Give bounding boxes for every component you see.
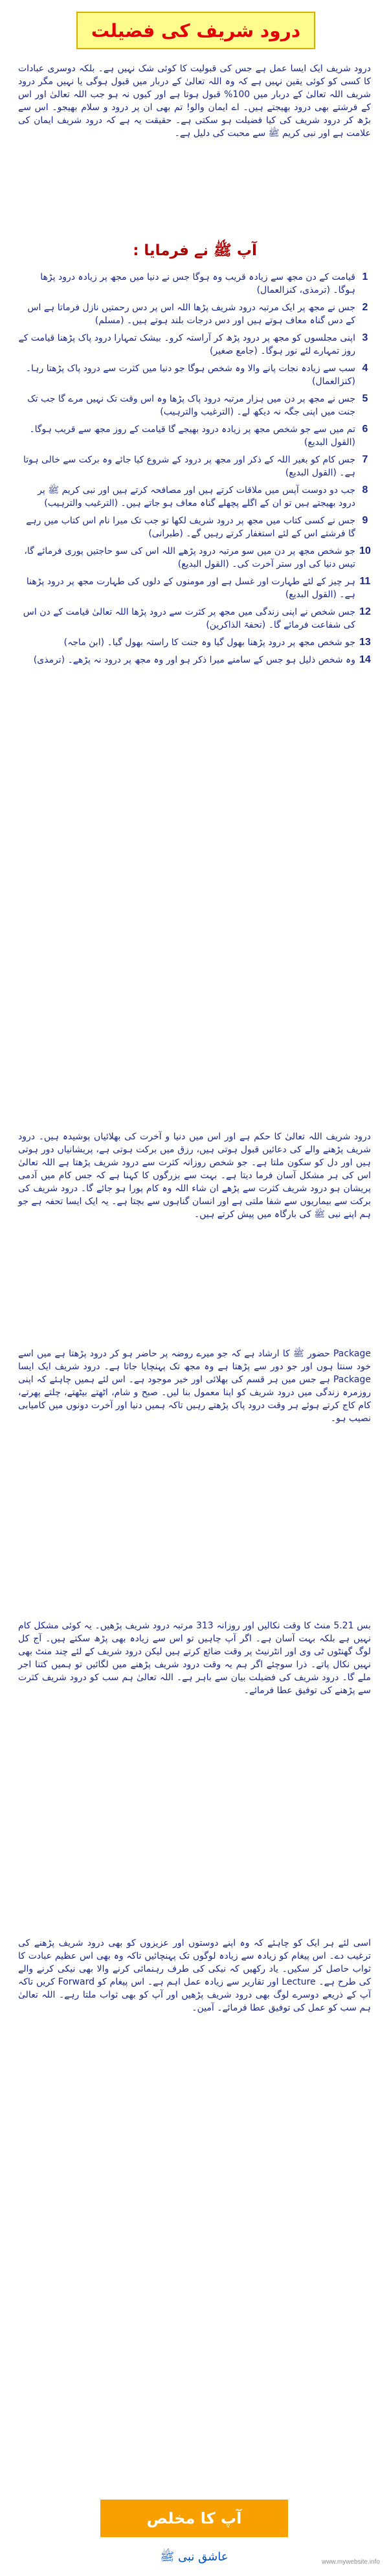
list-text: جو شخص مجھ پر درود پڑھنا بھول گیا وہ جنت کا راستہ بھول گیا۔ (ابن ماجہ) — [63, 637, 355, 648]
list-text: جس شخص نے اپنی زندگی میں مجھ پر کثرت سے درود پڑھا اللہ تعالیٰ قیامت کے دن اس کی شفاعت فرمائے گا۔ (تحفۃ الذاکرین) — [23, 607, 355, 630]
list-text: سب سے زیادہ نجات پانے والا وہ شخص ہوگا جو دنیا میں کثرت سے درود پاک پڑھتا رہا۔ (کنزالعمال) — [25, 363, 355, 387]
list-item — [18, 654, 371, 667]
list-text: تم میں سے جو شخص مجھ پر زیادہ درود بھیجے گا قیامت کے روز مجھ سے قریب ہوگا۔ (القول البدیع) — [29, 424, 355, 448]
list-text: ہر چیز کے لئے طہارت اور غسل ہے اور مومنوں کے دلوں کی طہارت مجھ پر درود پڑھنا ہے۔ (القول البدیع) — [26, 576, 355, 600]
list-text: جس نے کسی کتاب میں مجھ پر درود شریف لکھا تو جب تک میرا نام اس کتاب میں رہے گا فرشتے اس کے لئے استغفار کرتے رہیں گے۔ (طبرانی) — [26, 516, 355, 539]
list-text: جب دو دوست آپس میں ملاقات کرتے ہیں اور مصافحہ کرتے ہیں اور نبی کریم ﷺ پر درود بھیجتے ہیں تو ان کے اگلے پچھلے گناہ معاف ہو جاتے ہیں۔ (الترغیب والترہیب) — [38, 485, 355, 508]
body-text-2: Package حضور ﷺ کا ارشاد ہے کہ جو میرے روضہ پر حاضر ہو کر درود پڑھتا ہے میں اسے خود سنتا ہوں اور جو دور سے پڑھتا ہے وہ مجھ تک پہنچایا جاتا ہے۔ درود شریف ایک ایسا Package ہے جس میں ہر قسم کی بھلائی اور خیر موجود ہے۔ اس لئے ہمیں چاہئے کہ اپنی روزمرہ زندگی میں درود شریف کو اپنا معمول بنا لیں۔ صبح و شام، اٹھتے بیٹھتے، چلتے پھرتے، کام کاج کرتے ہوئے ہر وقت درود پاک پڑھتے رہیں تاکہ ہمیں دنیا اور آخرت دونوں میں کامیابی نصیب ہو۔ — [18, 1349, 371, 1424]
list-number: 13 — [359, 637, 371, 648]
list-item — [18, 332, 371, 358]
list-item — [18, 393, 371, 418]
list-number: 2 — [362, 302, 368, 313]
closing-banner: آپ کا مخلص — [100, 2500, 288, 2537]
list-item — [18, 575, 371, 601]
list-number: 1 — [362, 271, 368, 282]
page-title: درود شریف کی فضیلت — [76, 12, 315, 49]
list-number: 14 — [359, 654, 371, 665]
list-item — [18, 636, 371, 649]
list-number: 6 — [362, 424, 368, 435]
list-number: 12 — [359, 606, 371, 617]
watermark: www.mywebsite.info — [321, 2559, 380, 2566]
list-item — [18, 271, 371, 297]
list-item — [18, 484, 371, 510]
body-text-1: درود شریف اللہ تعالیٰ کا حکم ہے اور اس میں دنیا و آخرت کی بھلائیاں پوشیدہ ہیں۔ درود شریف پڑھنے والے کی دعائیں قبول ہوتی ہیں، رزق میں برکت ہوتی ہے، پریشانیاں دور ہوتی ہیں اور دل کو سکون ملتا ہے۔ جو شخص روزانہ کثرت سے درود شریف پڑھتا ہے اللہ تعالیٰ اس کی ہر مشکل آسان فرما دیتا ہے۔ بہت سے بزرگوں کا کہنا ہے کہ جس کام میں آدمی پریشان ہو درود شریف کثرت سے پڑھے ان شاء اللہ وہ کام پورا ہو جائے گا۔ درود شریف کی برکت سے بیماریوں سے شفا ملتی ہے اور انسان گناہوں سے بچتا ہے۔ یہ ایک ایسا تحفہ ہے جو ہم اپنے نبی ﷺ کی بارگاہ میں پیش کرتے ہیں۔ — [18, 1132, 371, 1220]
list-text: قیامت کے دن مجھ سے زیادہ قریب وہ ہوگا جس نے دنیا میں مجھ پر زیادہ درود پڑھا ہوگا۔ (ترمذی، کنزالعمال) — [40, 272, 355, 295]
list-number: 10 — [359, 545, 371, 556]
body-text-4: اسی لئے ہر ایک کو چاہئے کہ وہ اپنے دوستوں اور عزیزوں کو بھی درود شریف پڑھنے کی ترغیب دے۔ اس پیغام کو زیادہ سے زیادہ لوگوں تک پہنچائیں تاکہ وہ بھی اس عظیم عبادت کا ثواب حاصل کر سکیں۔ یاد رکھیں کہ نیکی کی طرف رہنمائی کرنے والا بھی نیکی کرنے والے کی طرح ہے۔ Lecture اور تقاریر سے زیادہ عمل اہم ہے۔ اس پیغام کو Forward کریں تاکہ آپ کے ذریعے دوسرے لوگ بھی درود شریف پڑھیں اور آپ کو بھی ثواب ملتا رہے۔ اللہ تعالیٰ ہم سب کو عمل کی توفیق عطا فرمائے۔ آمین۔ — [18, 1938, 372, 2013]
list-text: جو شخص مجھ پر دن میں سو مرتبہ درود پڑھے اللہ اس کی سو حاجتیں پوری فرمائے گا، تیس دنیا کی اور ستر آخرت کی۔ (القول البدیع) — [24, 546, 355, 569]
list-text: اپنی مجلسوں کو مجھ پر درود پڑھ کر آراستہ کرو۔ بیشک تمہارا درود پاک پڑھنا قیامت کے روز تمہارے لئے نور ہوگا۔ (جامع صغیر) — [18, 333, 355, 356]
feature-title: آپ ﷺ نے فرمایا : — [133, 242, 257, 259]
list-item — [18, 423, 371, 449]
list-item — [18, 362, 371, 388]
list-text: وہ شخص ذلیل ہو جس کے سامنے میرا ذکر ہو اور وہ مجھ پر درود نہ پڑھے۔ (ترمذی) — [33, 655, 355, 665]
list-number: 9 — [362, 515, 368, 526]
list-number: 3 — [362, 332, 368, 343]
list-text: جس نے مجھ پر دن میں ہزار مرتبہ درود پاک پڑھا وہ اس وقت تک نہیں مرے گا جب تک جنت میں اپنی جگہ نہ دیکھ لے۔ (الترغیب والترہیب) — [27, 394, 355, 417]
list-item — [18, 545, 371, 571]
list-number: 5 — [362, 393, 368, 404]
hadith-list — [18, 271, 371, 671]
list-text: جس کام کو بغیر اللہ کے ذکر اور مجھ پر درود کے شروع کیا جائے وہ برکت سے خالی ہوتا ہے۔ (القول البدیع) — [23, 455, 355, 478]
list-item — [18, 453, 371, 479]
list-item — [18, 514, 371, 540]
intro-text: درود شریف ایک ایسا عمل ہے جس کی قبولیت کا کوئی شک نہیں ہے۔ بلکہ دوسری عبادات کا کسی کو کوئی یقین نہیں ہے کہ وہ اللہ تعالیٰ کے دربار میں قبول ہوگی یا نہیں مگر درود شریف اللہ تعالیٰ کے دربار میں 100% قبول ہوتا ہے اور کیوں نہ ہو جب اللہ تعالیٰ اور اس کے فرشتے بھی درود بھیجتے ہیں۔ اے ایمان والو! تم بھی ان پر درود و سلام بھیجو۔ اس سے بڑھ کر درود شریف کی کیا فضیلت ہو سکتی ہے۔ حقیقت یہ ہے کہ درود شریف ایمان کی علامت ہے اور نبی کریم ﷺ سے محبت کی دلیل ہے۔ — [18, 63, 372, 139]
list-number: 8 — [362, 484, 368, 496]
list-number: 4 — [362, 363, 368, 374]
body-text-3: بس 5.21 منٹ کا وقت نکالیں اور روزانہ 313 مرتبہ درود شریف پڑھیں۔ یہ کوئی مشکل کام نہیں ہے بلکہ بہت آسان ہے۔ اگر آپ چاہیں تو اس سے زیادہ بھی پڑھ سکتے ہیں۔ آج کل لوگ گھنٹوں ٹی وی اور انٹرنیٹ پر وقت ضائع کرتے ہیں لیکن درود شریف کے لئے چند منٹ بھی نہیں نکال پاتے۔ ذرا سوچئے اگر ہم یہ وقت درود شریف پڑھنے میں لگائیں تو ہمیں کتنا اجر ملے گا۔ درود شریف کی فضیلت بیان سے باہر ہے۔ اللہ تعالیٰ ہم سب کو درود شریف کثرت سے پڑھنے کی توفیق عطا فرمائے۔ — [18, 1621, 371, 1696]
list-item — [18, 301, 371, 327]
list-text: جس نے مجھ پر ایک مرتبہ درود شریف پڑھا اللہ اس پر دس رحمتیں نازل فرماتا ہے اس کے دس گناہ معاف ہوتے ہیں اور دس درجات بلند ہوتے ہیں۔ (مسلم) — [27, 302, 355, 326]
signature: عاشق نبی ﷺ — [160, 2550, 228, 2564]
list-number: 11 — [359, 576, 371, 587]
list-item — [18, 606, 371, 632]
list-number: 7 — [362, 454, 368, 465]
